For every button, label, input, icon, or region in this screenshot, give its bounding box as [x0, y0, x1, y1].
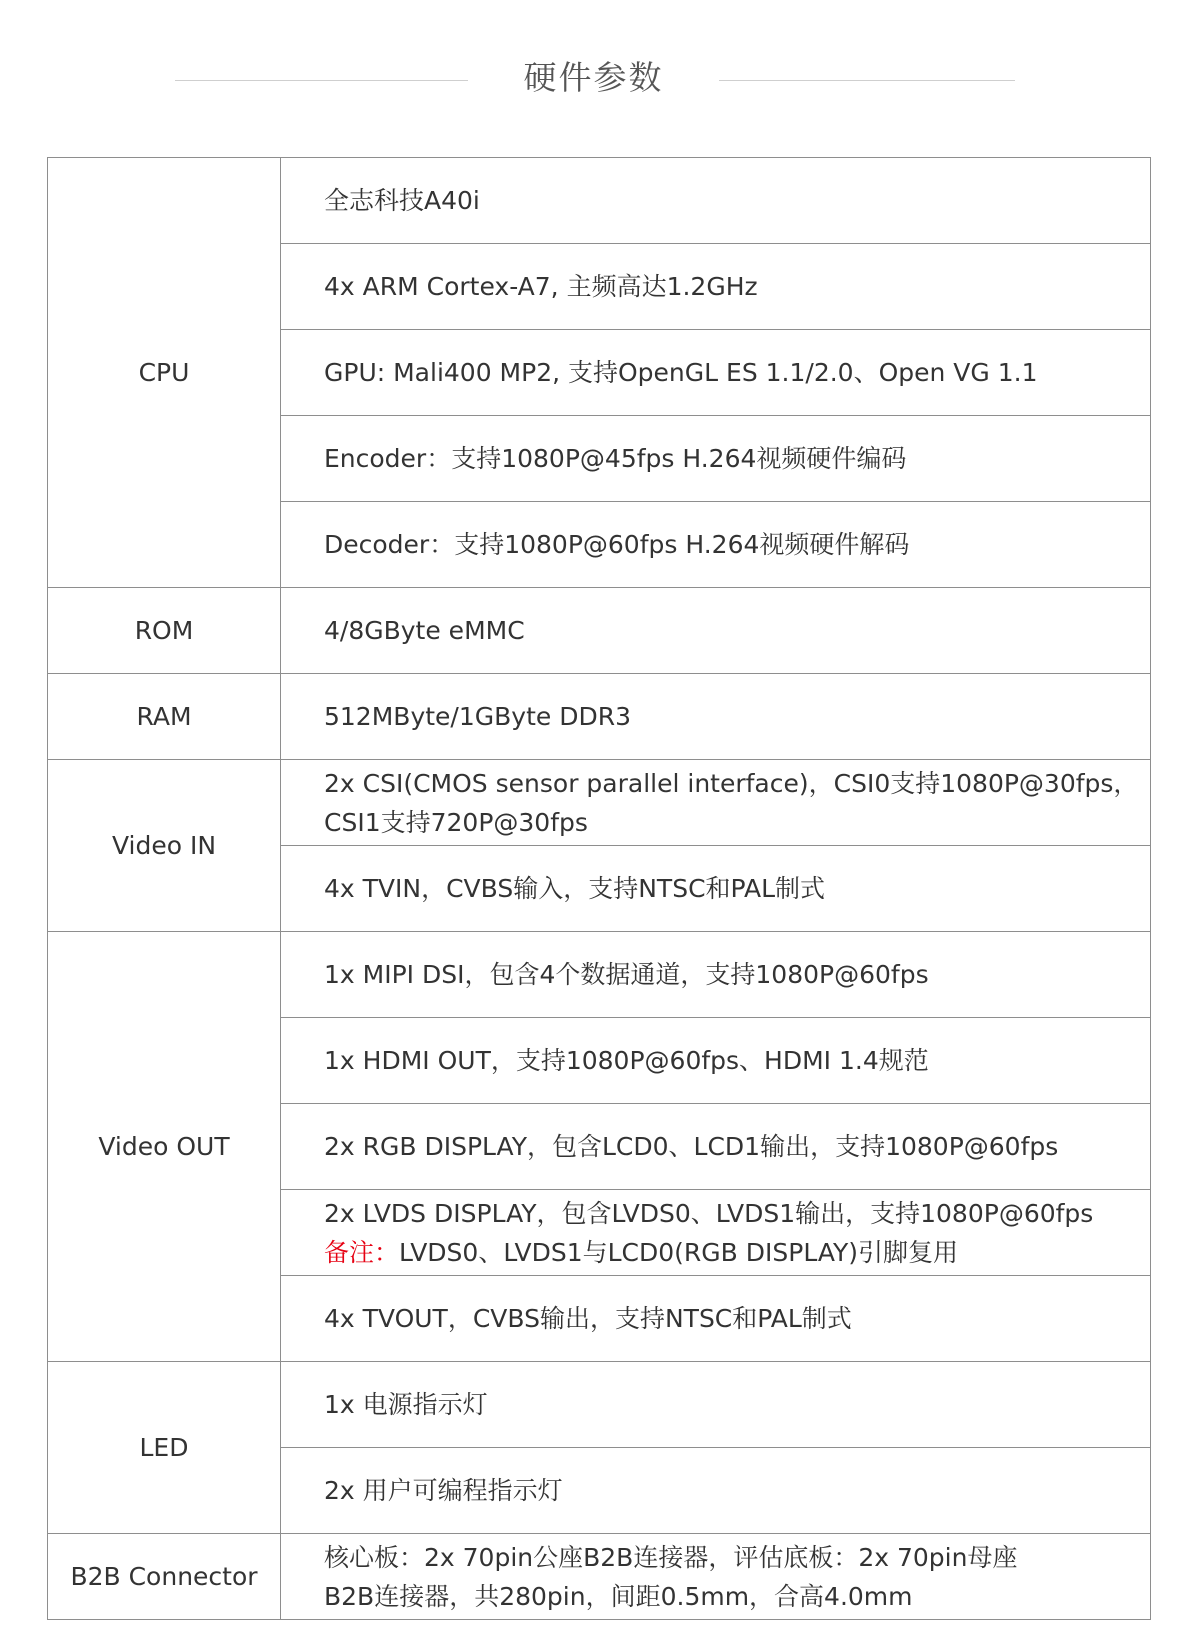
- table-row: [48, 1362, 1151, 1448]
- value-line: CSI1支持720P@30fps: [324, 807, 588, 837]
- section-header: [0, 48, 1200, 112]
- value-cell: [281, 1190, 1151, 1276]
- value-cell: Encoder：支持1080P@45fps H.264视频硬件编码: [281, 416, 1151, 502]
- value-cell: 4x TVOUT，CVBS输出，支持NTSC和PAL制式: [281, 1276, 1151, 1362]
- value-cell: 4/8GByte eMMC: [281, 588, 1151, 674]
- value-cell: 2x 用户可编程指示灯: [281, 1448, 1151, 1534]
- category-cell-rom: ROM: [48, 588, 281, 674]
- value-line: 2x LVDS DISPLAY，包含LVDS0、LVDS1输出，支持1080P@60fps: [324, 1198, 1094, 1228]
- value-cell: 4x TVIN，CVBS输入，支持NTSC和PAL制式: [281, 846, 1151, 932]
- value-cell: 2x RGB DISPLAY，包含LCD0、LCD1输出，支持1080P@60fps: [281, 1104, 1151, 1190]
- category-cell-b2b-connector: B2B Connector: [48, 1534, 281, 1620]
- table-row: [48, 674, 1151, 760]
- value-cell: GPU: Mali400 MP2, 支持OpenGL ES 1.1/2.0、Open VG 1.1: [281, 330, 1151, 416]
- table-row: [48, 158, 1151, 244]
- value-cell: 512MByte/1GByte DDR3: [281, 674, 1151, 760]
- spec-table: [47, 157, 1151, 1620]
- category-cell-ram: RAM: [48, 674, 281, 760]
- note-text: LVDS0、LVDS1与LCD0(RGB DISPLAY)引脚复用: [399, 1237, 959, 1267]
- note-line: [324, 1233, 1140, 1272]
- value-cell: 1x HDMI OUT，支持1080P@60fps、HDMI 1.4规范: [281, 1018, 1151, 1104]
- header-divider-left: [175, 80, 468, 81]
- value-cell: 1x 电源指示灯: [281, 1362, 1151, 1448]
- value-cell: 4x ARM Cortex-A7, 主频高达1.2GHz: [281, 244, 1151, 330]
- value-cell: 1x MIPI DSI，包含4个数据通道，支持1080P@60fps: [281, 932, 1151, 1018]
- value-cell: [281, 760, 1151, 846]
- value-cell: Decoder：支持1080P@60fps H.264视频硬件解码: [281, 502, 1151, 588]
- header-divider-right: [719, 80, 1015, 81]
- value-cell: [281, 1534, 1151, 1620]
- note-label: 备注：: [324, 1237, 400, 1267]
- table-row: [48, 1534, 1151, 1620]
- category-cell-cpu: CPU: [48, 158, 281, 588]
- value-line: 核心板：2x 70pin公座B2B连接器，评估底板：2x 70pin母座: [324, 1542, 1018, 1572]
- table-row: [48, 932, 1151, 1018]
- value-line: B2B连接器，共280pin，间距0.5mm，合高4.0mm: [324, 1581, 913, 1611]
- table-row: [48, 588, 1151, 674]
- category-cell-video-out: Video OUT: [48, 932, 281, 1362]
- table-row: [48, 760, 1151, 846]
- value-line: 2x CSI(CMOS sensor parallel interface)，CSI0支持1080P@30fps，: [324, 768, 1139, 798]
- page-title: 硬件参数: [523, 58, 664, 97]
- category-cell-led: LED: [48, 1362, 281, 1534]
- category-cell-video-in: Video IN: [48, 760, 281, 932]
- value-cell: 全志科技A40i: [281, 158, 1151, 244]
